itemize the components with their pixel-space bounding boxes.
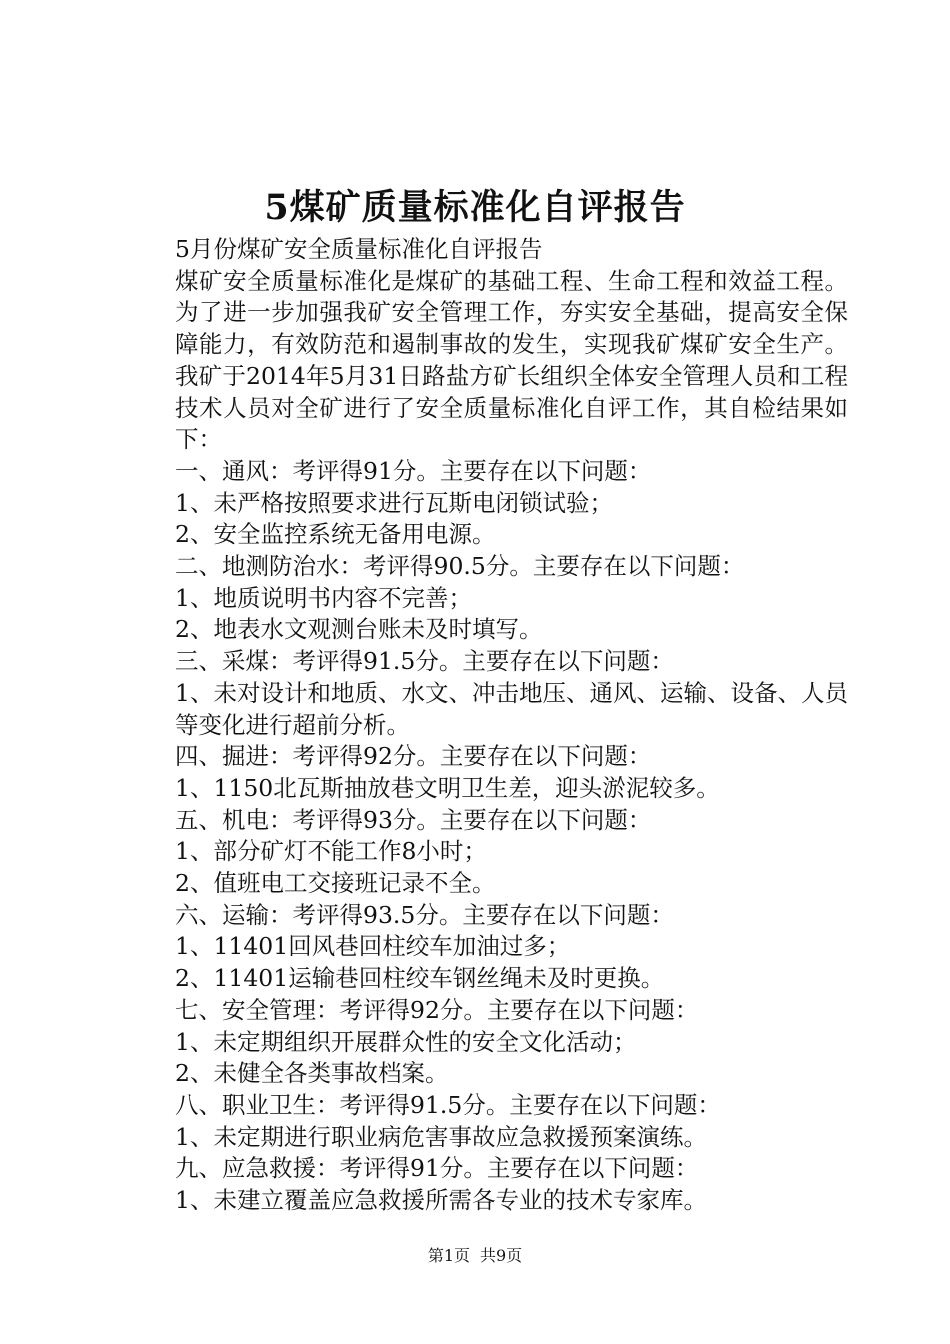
paragraph: 1、11401回风巷回柱绞车加油过多；	[175, 932, 571, 961]
page-total: 共9页	[480, 1246, 523, 1265]
paragraph: 七、安全管理：考评得92分。主要存在以下问题：	[175, 995, 699, 1024]
paragraph: 六、运输：考评得93.5分。主要存在以下问题：	[175, 900, 674, 929]
paragraph: 1、1150北瓦斯抽放巷文明卫生差，迎头淤泥较多。	[175, 773, 720, 802]
paragraph: 九、应急救援：考评得91分。主要存在以下问题：	[175, 1154, 699, 1183]
paragraph: 2、未健全各类事故档案。	[175, 1059, 449, 1088]
paragraph: 1、未建立覆盖应急救援所需各专业的技术专家库。	[175, 1186, 707, 1215]
paragraph: 2、地表水文观测台账未及时填写。	[175, 615, 543, 644]
page-number: 第1页	[427, 1246, 470, 1265]
paragraph: 1、未对设计和地质、水文、冲击地压、通风、运输、设备、人员等变化进行超前分析。	[175, 678, 848, 739]
paragraph: 1、未严格按照要求进行瓦斯电闭锁试验；	[175, 488, 613, 517]
document-title: 5煤矿质量标准化自评报告	[264, 187, 686, 228]
paragraph: 5月份煤矿安全质量标准化自评报告	[175, 235, 543, 263]
paragraph: 一、通风：考评得91分。主要存在以下问题：	[175, 456, 652, 485]
paragraph: 2、值班电工交接班记录不全。	[175, 869, 496, 898]
paragraph: 1、地质说明书内容不完善；	[175, 583, 472, 612]
paragraph: 2、安全监控系统无备用电源。	[175, 520, 496, 549]
paragraph: 二、地测防治水：考评得90.5分。主要存在以下问题：	[175, 552, 745, 581]
paragraph: 三、采煤：考评得91.5分。主要存在以下问题：	[175, 647, 674, 676]
paragraph: 1、部分矿灯不能工作8小时；	[175, 837, 487, 866]
paragraph: 2、11401运输巷回柱绞车钢丝绳未及时更换。	[175, 964, 665, 993]
paragraph: 八、职业卫生：考评得91.5分。主要存在以下问题：	[175, 1090, 721, 1119]
paragraph: 煤矿安全质量标准化是煤矿的基础工程、生命工程和效益工程。为了进一步加强我矿安全管理工作，夯实安全基础，提高安全保障能力，有效防范和遏制事故的发生，实现我矿煤矿安全生产。我矿于2014年5月31日路盐方矿长组织全体安全管理人员和工程技术人员对全矿进行了安全质量标准化自评工作，其自检结果如下：	[175, 266, 848, 454]
paragraph: 五、机电：考评得93分。主要存在以下问题：	[175, 805, 652, 834]
paragraph: 1、未定期进行职业病危害事故应急救援预案演练。	[175, 1122, 707, 1151]
page-footer	[0, 1244, 950, 1268]
document-body	[128, 234, 848, 1217]
paragraph: 四、掘进：考评得92分。主要存在以下问题：	[175, 742, 652, 771]
paragraph: 1、未定期组织开展群众性的安全文化活动；	[175, 1027, 637, 1056]
